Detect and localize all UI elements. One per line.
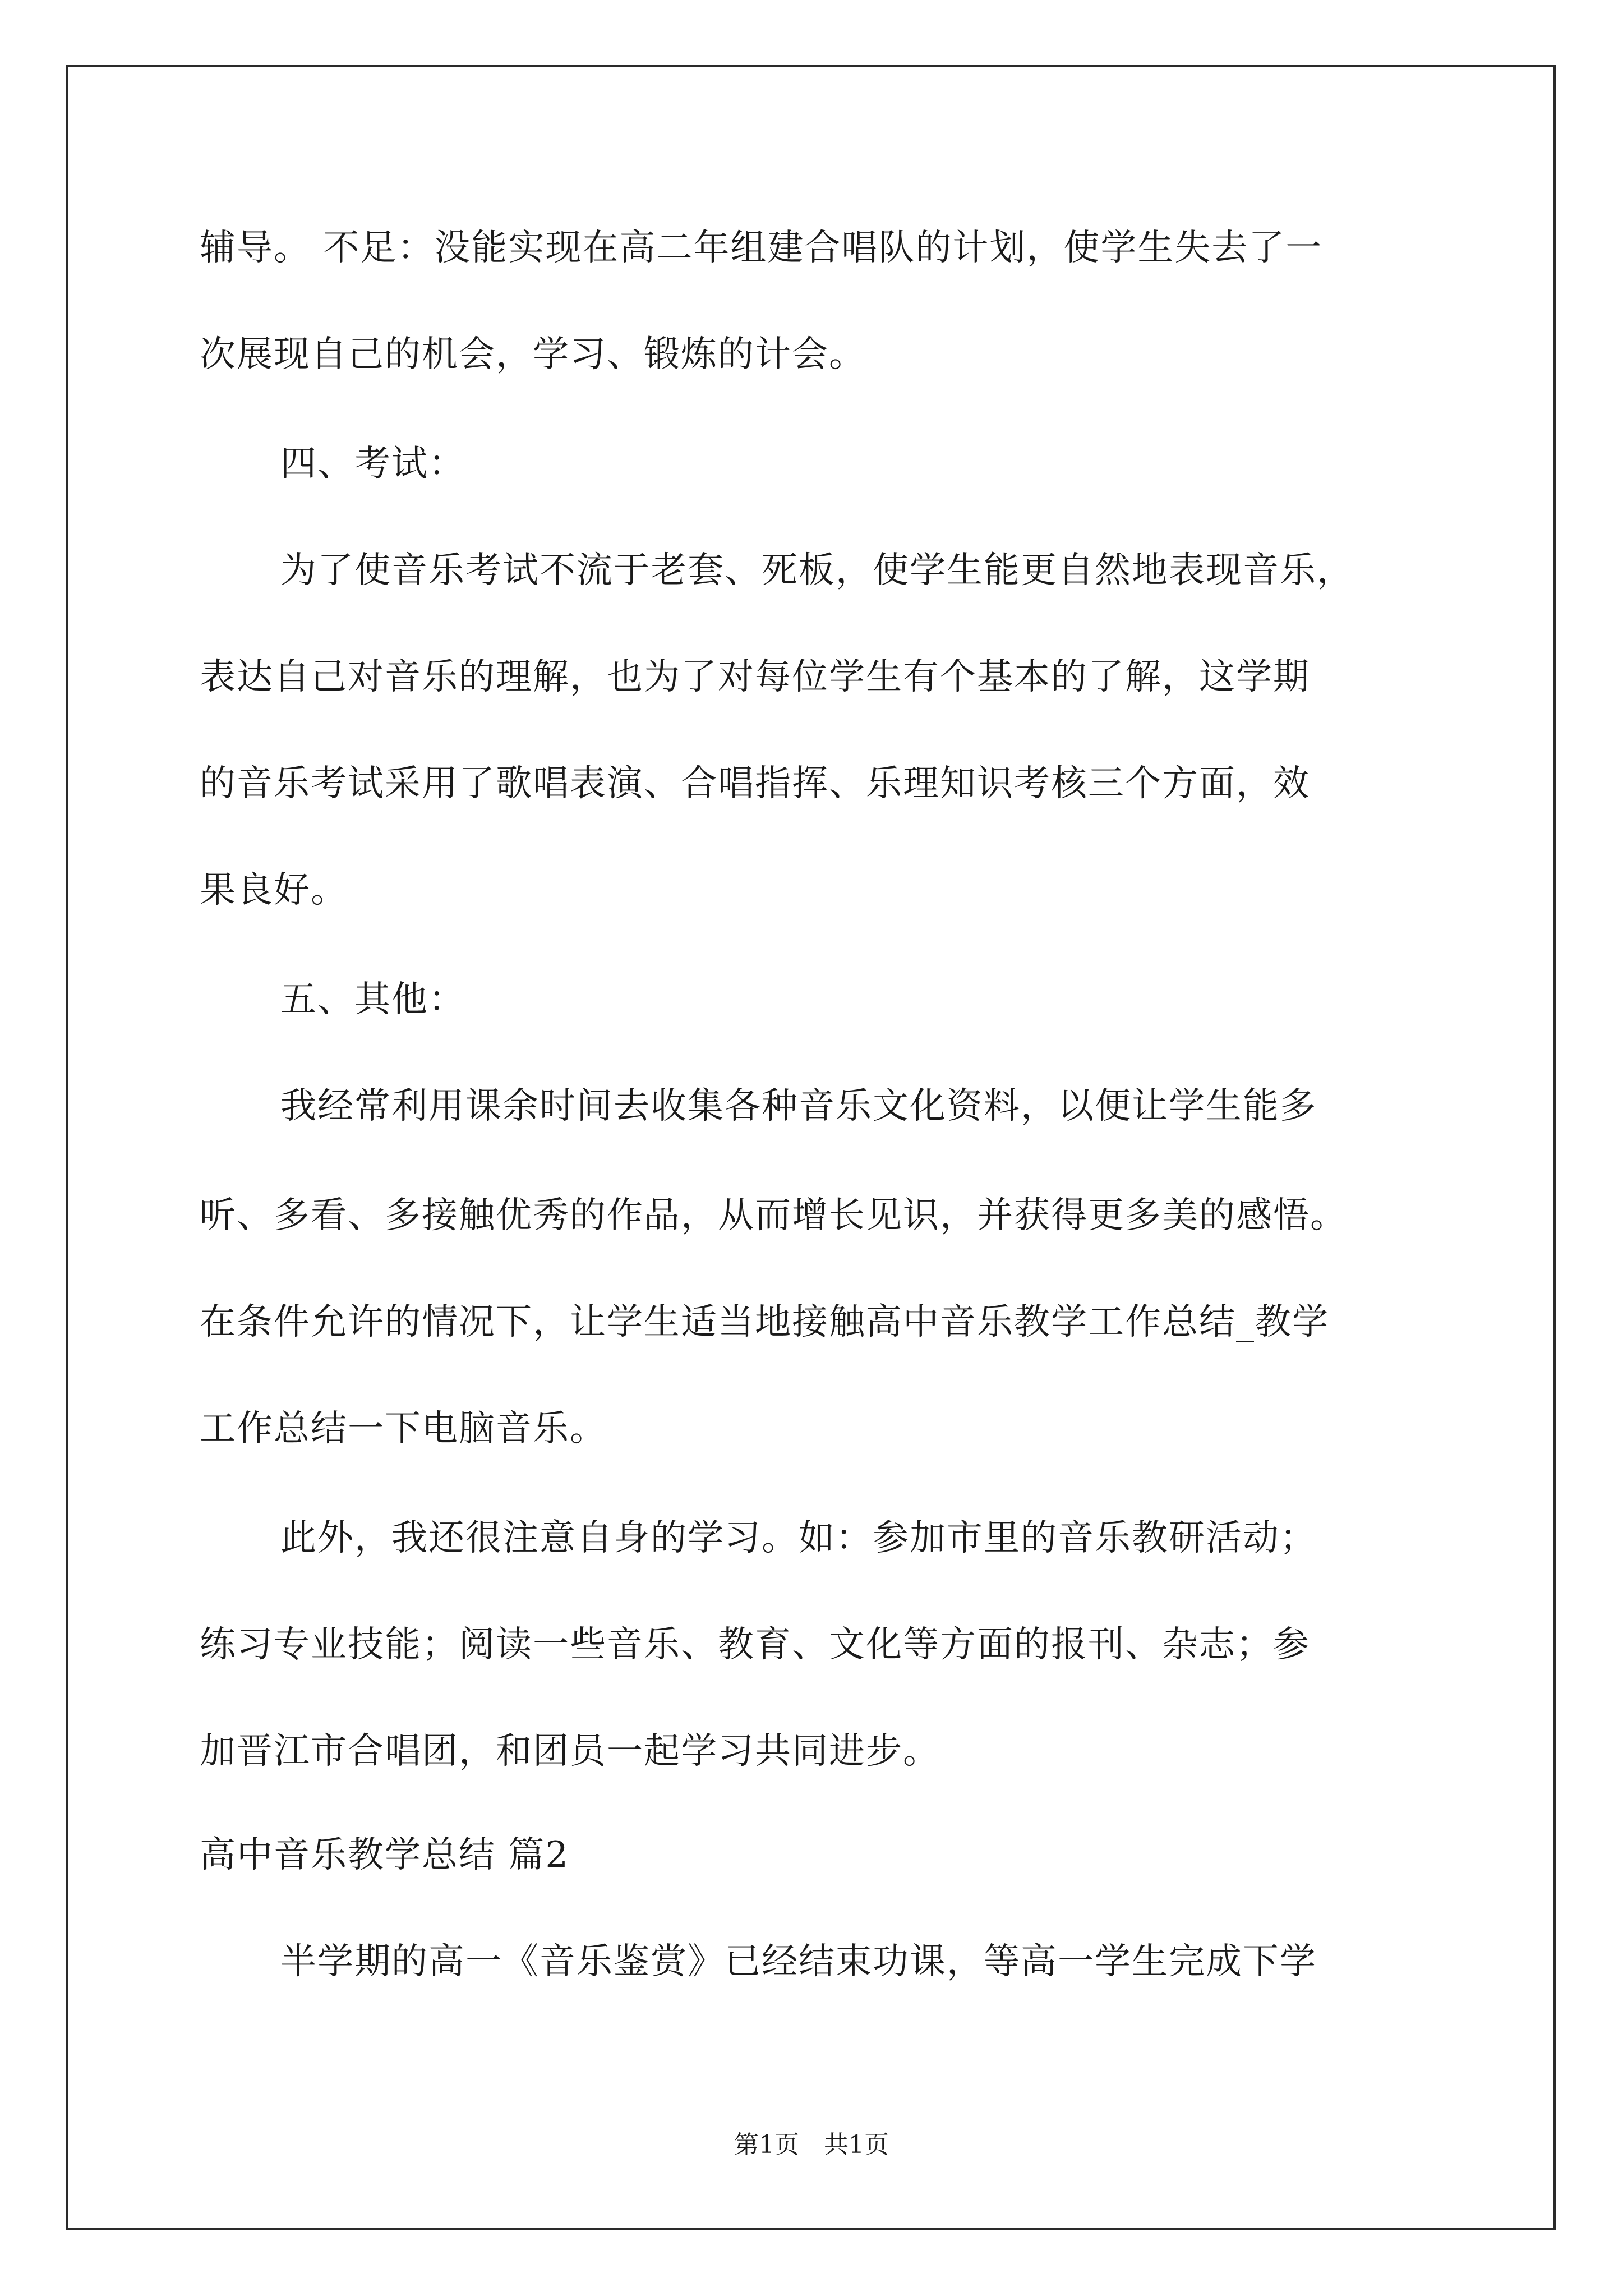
- text-line: 的音乐考试采用了歌唱表演、合唱指挥、乐理知识考核三个方面，效: [200, 763, 1310, 804]
- text-line: 加晋江市合唱团，和团员一起学习共同进步。: [200, 1731, 940, 1772]
- text-line: 听、多看、多接触优秀的作品，从而增长见识，并获得更多美的感悟。: [200, 1195, 1347, 1236]
- text-line: 在条件允许的情况下，让学生适当地接触高中音乐教学工作总结_教学: [200, 1301, 1329, 1343]
- text-line: 我经常利用课余时间去收集各种音乐文化资料，以便让学生能多: [280, 1085, 1317, 1127]
- text-line: 为了使音乐考试不流于老套、死板，使学生能更自然地表现音乐，: [280, 550, 1354, 591]
- text-line: 表达自己对音乐的理解，也为了对每位学生有个基本的了解，这学期: [200, 656, 1310, 698]
- section-heading: 五、其他：: [280, 979, 465, 1020]
- page-border: [66, 65, 1556, 2230]
- text-line: 工作总结一下电脑音乐。: [200, 1408, 607, 1450]
- text-line: 辅导。 不足：没能实现在高二年组建合唱队的计划，使学生失去了一: [200, 227, 1323, 269]
- text-line: 练习专业技能；阅读一些音乐、教育、文化等方面的报刊、杂志；参: [200, 1624, 1310, 1665]
- section-heading: 四、考试：: [280, 443, 465, 485]
- text-line: 果良好。: [200, 869, 348, 911]
- article-title: 高中音乐教学总结 篇2: [200, 1834, 570, 1876]
- text-line: 次展现自己的机会，学习、锻炼的计会。: [200, 334, 866, 375]
- text-line: 此外，我还很注意自身的学习。如：参加市里的音乐教研活动；: [280, 1517, 1317, 1559]
- page-footer: 第1页 共1页: [734, 2131, 889, 2159]
- text-line: 半学期的高一《音乐鉴赏》已经结束功课，等高一学生完成下学: [280, 1941, 1317, 1982]
